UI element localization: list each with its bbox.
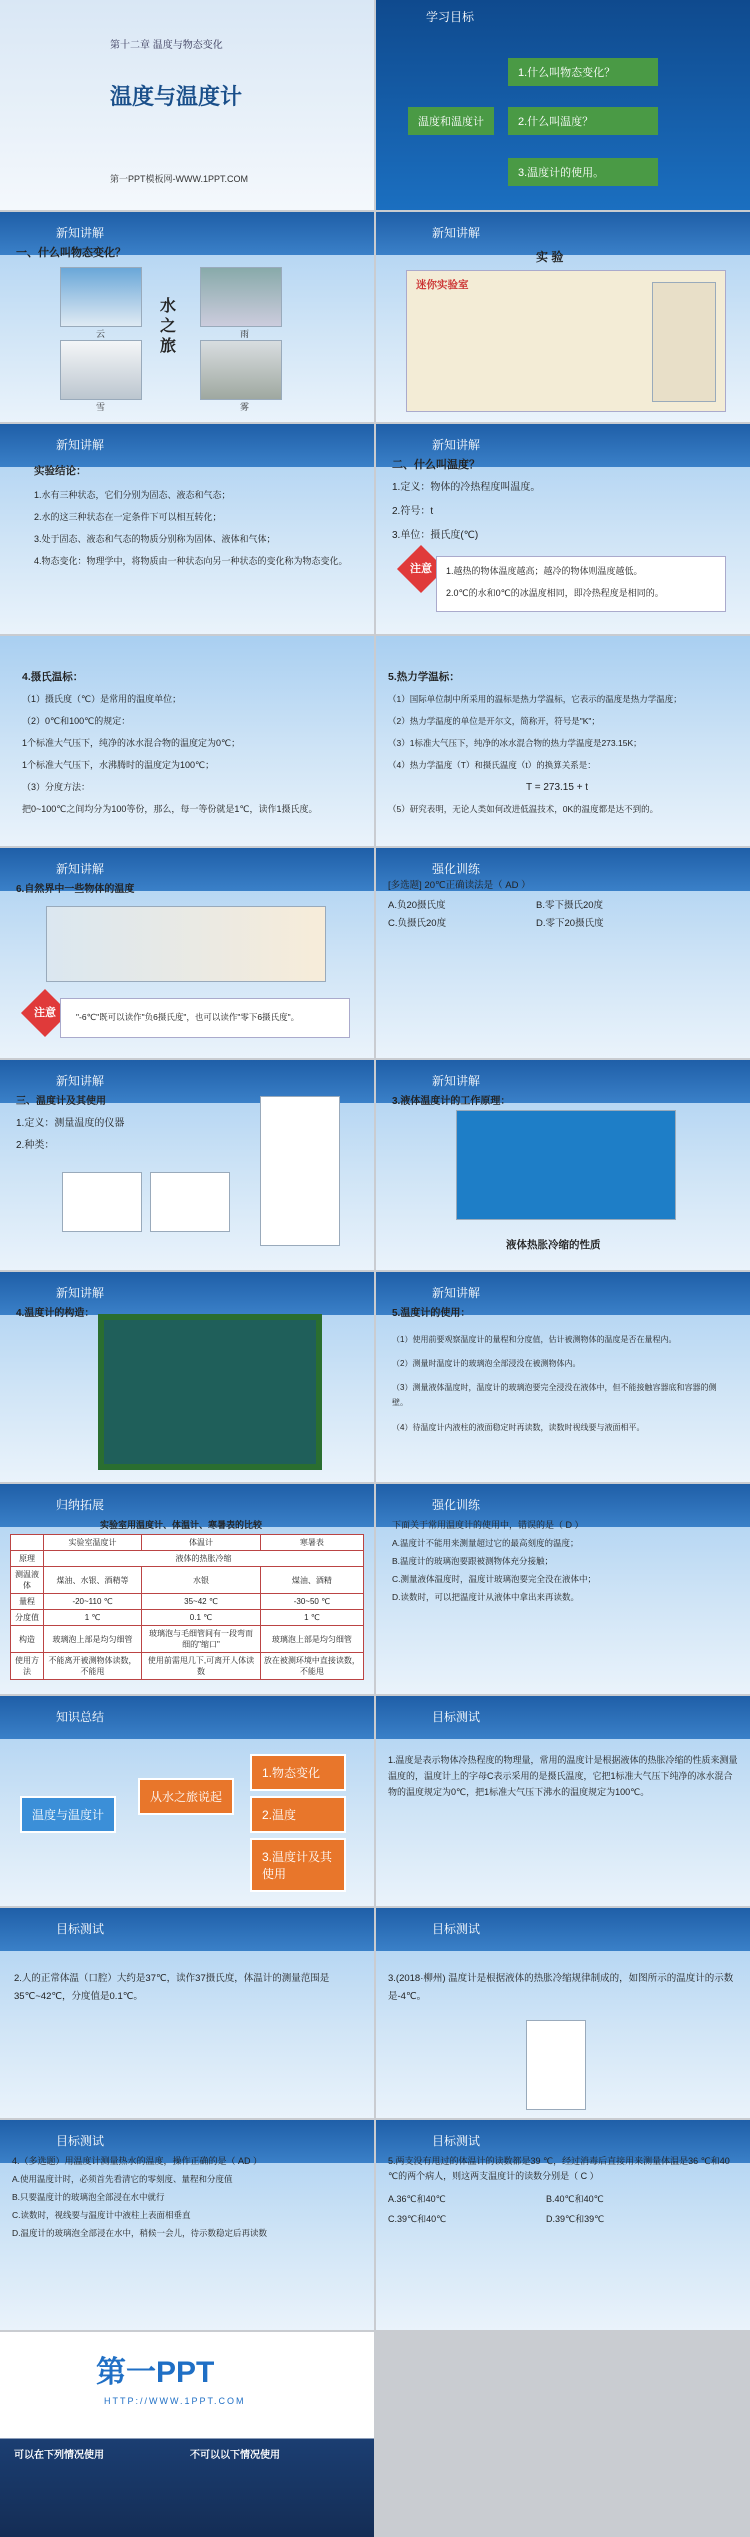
slide-15 [0, 1484, 374, 1694]
slide-21 [0, 2120, 374, 2330]
temperature-chart-image [46, 906, 326, 982]
celsius-4: 1个标准大气压下，水沸腾时的温度定为100℃； [22, 760, 215, 770]
thermo-3: （3）1标准大气压下，纯净的冰水混合物的热力学温度是273.15K； [388, 738, 642, 748]
lab-illustration [652, 282, 716, 402]
slide-header: 新知讲解 [432, 1286, 481, 1300]
celsius-heading: 4.摄氏温标： [22, 671, 84, 683]
table-row: 分度值 1 ℃ 0.1 ℃ 1 ℃ [11, 1610, 364, 1626]
note-tag: 注意 [21, 989, 69, 1037]
question-text: 3.(2018·柳州) 温度计是根据液体的热胀冷缩规律制成的，如图所示的温度计的示数是-4℃。 [388, 1973, 734, 2002]
empty-cell [376, 2332, 750, 2537]
definition: 1.定义：物体的冷热程度叫温度。 [392, 482, 541, 493]
slide-header: 新知讲解 [432, 226, 481, 240]
slide-20 [376, 1908, 750, 2118]
slide-header: 新知讲解 [56, 438, 105, 452]
slide-header: 归纳拓展 [56, 1498, 105, 1512]
conclusion-2: 2.水的这三种状态在一定条件下可以相互转化； [34, 512, 222, 522]
slide-8 [376, 636, 750, 846]
option-b: B.零下摄氏20度 [536, 900, 604, 911]
celsius-3: 1个标准大气压下，纯净的冰水混合物的温度定为0℃； [22, 738, 241, 748]
goal-1: 1.什么叫物态变化？ [508, 58, 658, 86]
slide-header: 新知讲解 [432, 1074, 481, 1088]
summary-item-3: 3.温度计及其使用 [250, 1838, 346, 1892]
comparison-title: 实验室用温度计、体温计、寒暑表的比较 [100, 1520, 263, 1530]
option-a: A.温度计不能用来测量超过它的最高刻度的温度； [392, 1538, 579, 1548]
note-tag: 注意 [397, 545, 445, 593]
slide-1 [0, 0, 374, 210]
rain-image [200, 267, 282, 327]
question: 一、什么叫物态变化？ [16, 247, 126, 259]
principle-heading: 3.液体温度计的工作原理： [392, 1096, 511, 1107]
table-row: 量程 -20~110 ℃ 35~42 ℃ -30~50 ℃ [11, 1594, 364, 1610]
conclusion-4: 4.物态变化：物理学中，将物质由一种状态向另一种状态的变化称为物态变化。 [34, 556, 348, 566]
snow-image [60, 340, 142, 400]
slide-header: 新知讲解 [56, 862, 105, 876]
option-b: B.温度计的玻璃泡要跟被测物体充分接触； [392, 1556, 554, 1566]
slide-13 [0, 1272, 374, 1482]
slide-header: 新知讲解 [56, 1074, 105, 1088]
thermo-5: （5）研究表明，无论人类如何改进低温技术，0K的温度都是达不到的。 [388, 804, 659, 814]
slide-9 [0, 848, 374, 1058]
celsius-2: （2）0℃和100℃的规定： [22, 716, 131, 726]
dial-thermometer-image [150, 1172, 230, 1232]
comparison-table [10, 1534, 364, 1680]
table-row: 使用方法 不能离开被测物体读数，不能甩 使用前需甩几下,可离开人体读数 放在被测环境中直接读数，不能甩 [11, 1653, 364, 1680]
slide-header: 强化训练 [432, 862, 481, 876]
blackboard-image [98, 1314, 322, 1470]
thermometer-heading: 三、温度计及其使用 [16, 1096, 106, 1107]
slide-22 [376, 2120, 750, 2330]
thermo-2: （2）热力学温度的单位是开尔文，简称开，符号是"K"； [388, 716, 600, 726]
usage-2: （2）测量时温度计的玻璃泡全部浸没在被测物体内。 [392, 1359, 581, 1368]
slide-19 [0, 1908, 374, 2118]
table-row: 原理 液体的热胀冷缩 [11, 1551, 364, 1567]
slide-header: 新知讲解 [56, 226, 105, 240]
slide-4 [376, 212, 750, 422]
question: 下面关于常用温度计的使用中，错误的是（ D ） [392, 1520, 584, 1530]
lab-thermometers-image [260, 1096, 340, 1246]
slide-header: 新知讲解 [432, 438, 481, 452]
option-c: C.测量液体温度时，温度计玻璃泡要完全没在液体中； [392, 1574, 597, 1584]
unit: 3.单位：摄氏度(℃) [392, 530, 479, 541]
slide-header: 目标测试 [432, 1922, 481, 1936]
summary-mid: 从水之旅说起 [138, 1778, 234, 1815]
principle-animation-image [456, 1110, 676, 1220]
slide-header: 目标测试 [56, 1922, 105, 1936]
question-text: 1.温度是表示物体冷热程度的物理量，常用的温度计是根据液体的热胀冷缩的性质来测量温度的，温度计上的字母C表示采用的是摄氏温度，它把1标准大气压下纯净的冰水混合物的温度规定为0℃，把1标准大气压下沸水的温度规定为100℃。 [388, 1755, 738, 1797]
slide-16 [376, 1484, 750, 1694]
forbidden-heading: 不可以以下情况使用 [190, 2450, 280, 2461]
table-row: 测温液体 煤油、水银、酒精等 水银 煤油、酒精 [11, 1567, 364, 1594]
note-1: 1.越热的物体温度越高；越冷的物体则温度越低。 [446, 566, 643, 576]
main-title: 温度与温度计 [110, 84, 243, 109]
table-header-row: 实验室温度计 体温计 寒暑表 [11, 1535, 364, 1551]
option-c: C.负摄氏20度 [388, 918, 447, 929]
slide-header: 学习目标 [426, 10, 475, 24]
option-a: A.36℃和40℃ [388, 2194, 446, 2204]
thermo-1: （1）国际单位制中所采用的温标是热力学温标，它表示的温度是热力学温度； [388, 694, 682, 704]
thermo-4: （4）热力学温度（T）和摄氏温度（t）的换算关系是： [388, 760, 596, 770]
usage-1: （1）使用前要观察温度计的量程和分度值，估计被测物体的温度是否在量程内。 [392, 1335, 677, 1344]
chapter-label: 第十二章 温度与物态变化 [110, 40, 223, 51]
option-d: D.39℃和39℃ [546, 2214, 605, 2224]
experiment-heading: 实 验 [536, 250, 564, 264]
usage-heading: 5.温度计的使用： [392, 1308, 471, 1319]
slide-10 [376, 848, 750, 1058]
slide-23 [0, 2332, 374, 2537]
nature-temps-heading: 6.自然界中一些物体的温度 [16, 884, 135, 895]
symbol: 2.符号：t [392, 506, 434, 517]
structure-heading: 4.温度计的构造： [16, 1308, 95, 1319]
label-fog: 雾 [240, 402, 250, 412]
usage-4: （4）待温度计内液柱的液面稳定时再读数，读数时视线要与液面相平。 [392, 1423, 645, 1432]
usage-3: （3）测量液体温度时，温度计的玻璃泡要完全浸没在液体中，但不能接触容器底和容器的侧壁。 [392, 1383, 717, 1407]
note-text: "-6℃"既可以读作"负6摄氏度"，也可以读作"零下6摄氏度"。 [76, 1012, 300, 1022]
celsius-6: 把0~100℃之间均分为100等份，那么，每一等份就是1℃，读作1摄氏度。 [22, 804, 318, 814]
slide-5 [0, 424, 374, 634]
summary-center: 温度与温度计 [20, 1796, 116, 1833]
principle-caption: 液体热胀冷缩的性质 [506, 1239, 601, 1251]
conclusion-3: 3.处于固态、液态和气态的物质分别称为固体、液体和气体； [34, 534, 276, 544]
option-c: C.39℃和40℃ [388, 2214, 447, 2224]
label-cloud: 云 [96, 329, 106, 339]
question: [多选题] 20℃正确读法是（ AD ） [388, 880, 531, 891]
option-b: B.40℃和40℃ [546, 2194, 604, 2204]
brand-logo: 第一PPT [96, 2356, 215, 2389]
slide-header: 知识总结 [56, 1710, 105, 1724]
label-snow: 雪 [96, 402, 106, 412]
slide-header: 目标测试 [432, 1710, 481, 1724]
option-d: D.温度计的玻璃泡全部浸在水中，稍候一会儿，待示数稳定后再读数 [12, 2228, 268, 2238]
fog-image [200, 340, 282, 400]
slide-12 [376, 1060, 750, 1270]
slide-14 [376, 1272, 750, 1482]
summary-item-1: 1.物态变化 [250, 1754, 346, 1791]
summary-item-2: 2.温度 [250, 1796, 346, 1833]
slide-3 [0, 212, 374, 422]
label-rain: 雨 [240, 329, 250, 339]
option-b: B.只要温度计的玻璃泡全部浸在水中就行 [12, 2192, 165, 2202]
clinical-thermometer-image [62, 1172, 142, 1232]
goal-2: 2.什么叫温度？ [508, 107, 658, 135]
thermometer-scale-image [526, 2020, 586, 2110]
slide-17 [0, 1696, 374, 1906]
option-c: C.读数时，视线要与温度计中液柱上表面相垂直 [12, 2210, 191, 2220]
option-d: D.零下20摄氏度 [536, 918, 604, 929]
option-d: D.读数时，可以把温度计从液体中拿出来再读数。 [392, 1592, 580, 1602]
slide-header: 强化训练 [432, 1498, 481, 1512]
slide-18 [376, 1696, 750, 1906]
thermometer-types: 2.种类： [16, 1140, 55, 1151]
note-2: 2.0℃的水和0℃的冰温度相同，即冷热程度是相同的。 [446, 588, 664, 598]
brand-url: HTTP://WWW.1PPT.COM [104, 2396, 246, 2406]
table-row: 构造 玻璃泡上部是均匀细管 玻璃泡与毛细管间有一段弯而细的"缩口" 玻璃泡上部是均匀细管 [11, 1626, 364, 1653]
slide-2 [376, 0, 750, 210]
slide-header: 目标测试 [432, 2134, 481, 2148]
slide-7 [0, 636, 374, 846]
formula: T = 273.15 + t [526, 782, 589, 793]
subtitle: 第一PPT模板网-WWW.1PPT.COM [110, 174, 248, 184]
allowed-heading: 可以在下列情况使用 [14, 2450, 104, 2461]
slide-header: 新知讲解 [56, 1286, 105, 1300]
question: 4.（多选题）用温度计测量热水的温度，操作正确的是（ AD ） [12, 2156, 263, 2166]
slide-6 [376, 424, 750, 634]
slide-11 [0, 1060, 374, 1270]
slide-header: 目标测试 [56, 2134, 105, 2148]
thermo-heading: 5.热力学温标： [388, 671, 460, 683]
conclusion-1: 1.水有三种状态，它们分别为固态、液态和气态； [34, 490, 231, 500]
celsius-1: （1）摄氏度（℃）是常用的温度单位； [22, 694, 182, 704]
thermometer-definition: 1.定义：测量温度的仪器 [16, 1118, 125, 1129]
topic-box: 温度和温度计 [408, 107, 494, 135]
option-a: A.负20摄氏度 [388, 900, 446, 911]
water-journey: 水之旅 [160, 298, 177, 355]
goal-3: 3.温度计的使用。 [508, 158, 658, 186]
cloud-image [60, 267, 142, 327]
question-text: 2.人的正常体温（口腔）大约是37℃，读作37摄氏度，体温计的测量范围是35℃~42℃，分度值是0.1℃。 [14, 1973, 330, 2002]
option-a: A.使用温度计时，必须首先看清它的零刻度、量程和分度值 [12, 2174, 233, 2184]
question: 二、什么叫温度？ [392, 459, 480, 471]
celsius-5: （3）分度方法： [22, 782, 91, 792]
mini-lab-title: 迷你实验室 [416, 279, 469, 291]
conclusion-heading: 实验结论： [34, 465, 87, 477]
question: 5.两支没有甩过的体温计的读数都是39 ℃，经过消毒后直接用来测量体温是36 ℃和40 ℃的两个病人，则这两支温度计的读数分别是（ C ） [388, 2156, 730, 2181]
